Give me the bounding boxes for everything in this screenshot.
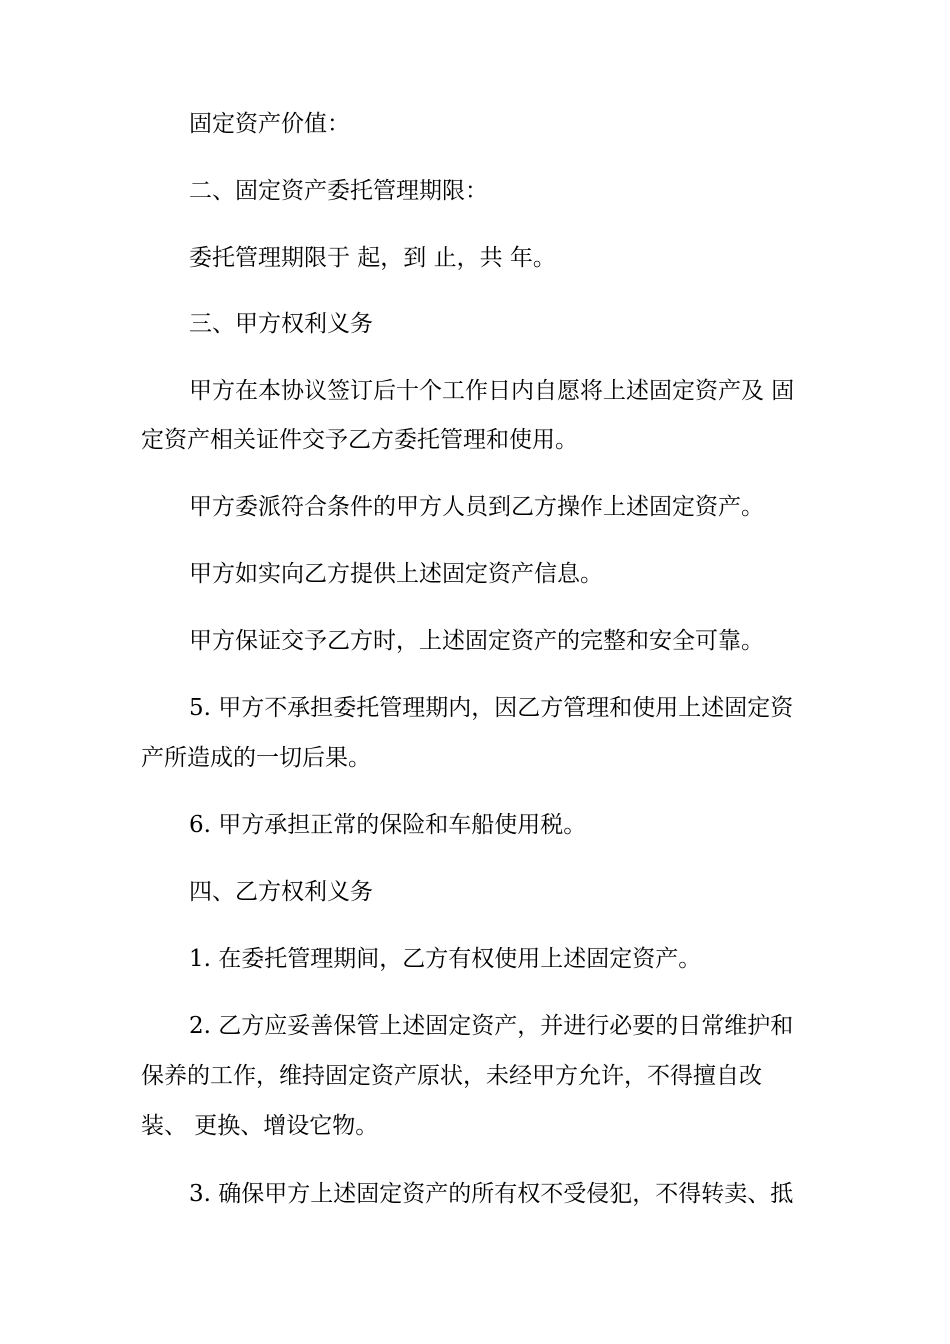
paragraph-line: 1. 在委托管理期间，乙方有权使用上述固定资产。 xyxy=(189,946,702,972)
paragraph-line: 甲方在本协议签订后十个工作日内自愿将上述固定资产及 固 xyxy=(189,378,795,404)
paragraph-line: 3. 确保甲方上述固定资产的所有权不受侵犯，不得转卖、抵 xyxy=(189,1181,794,1207)
paragraph-line: 2. 乙方应妥善保管上述固定资产，并进行必要的日常维护和 xyxy=(189,1013,794,1039)
section-heading: 二、固定资产委托管理期限： xyxy=(189,178,488,204)
paragraph-line: 保养的工作，维持固定资产原状，未经甲方允许，不得擅自改 xyxy=(141,1063,762,1089)
paragraph-line: 产所造成的一切后果。 xyxy=(141,745,371,771)
paragraph-line: 甲方委派符合条件的甲方人员到乙方操作上述固定资产。 xyxy=(189,494,764,520)
section-heading: 三、甲方权利义务 xyxy=(189,311,373,337)
paragraph-line: 固定资产价值： xyxy=(189,111,350,137)
paragraph-line: 甲方如实向乙方提供上述固定资产信息。 xyxy=(189,561,603,587)
paragraph-line: 委托管理期限于 起，到 止，共 年。 xyxy=(189,245,556,271)
paragraph-line: 定资产相关证件交予乙方委托管理和使用。 xyxy=(141,427,578,453)
section-heading: 四、乙方权利义务 xyxy=(189,879,373,905)
paragraph-line: 装、 更换、增设它物。 xyxy=(141,1113,379,1139)
paragraph-line: 5. 甲方不承担委托管理期内，因乙方管理和使用上述固定资 xyxy=(189,695,794,721)
paragraph-line: 甲方保证交予乙方时，上述固定资产的完整和安全可靠。 xyxy=(189,628,764,654)
paragraph-line: 6. 甲方承担正常的保险和车船使用税。 xyxy=(189,812,587,838)
